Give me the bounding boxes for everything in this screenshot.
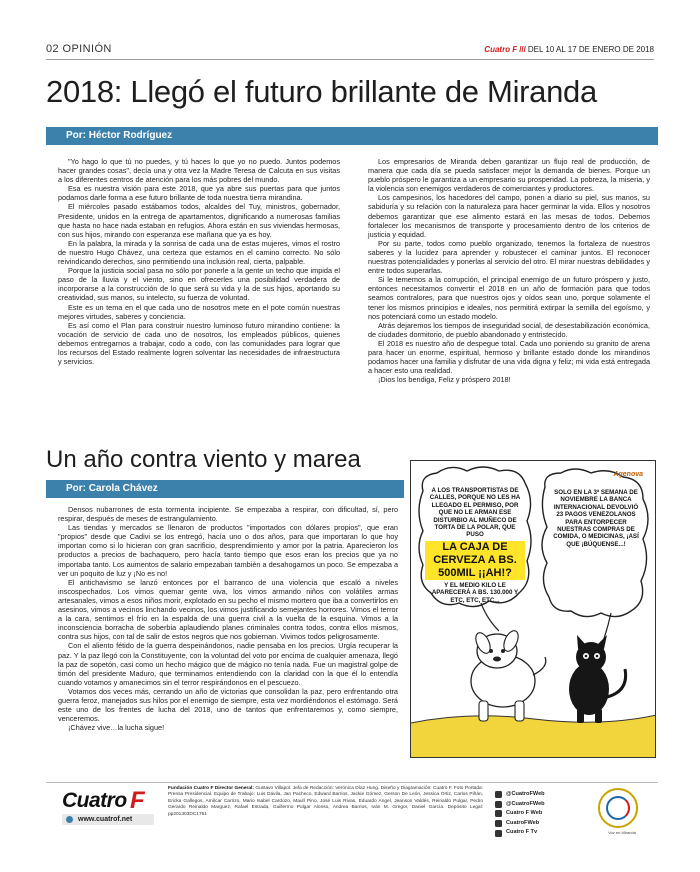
paragraph: Es así como el Plan para construir nuestro luminoso futuro mirandino contiene: la vocación de servicio de cada uno de nosotros, los empleados públicos, quienes debemos entregarnos a trabajar, codo a codo, con las comunidades para lograr que los recursos del Estado realmente logren solventar las necesidades de infraestructura y servicios. [58, 320, 340, 367]
social-links [495, 790, 585, 838]
left-bubble-ending: Y EL MEDIO KILO LE APARECERÁ A BS. 130.000 Y ETC, ETC, ETC... [431, 581, 519, 604]
paragraph: Porque la justicia social pasa no sólo por ponerle a la gente un techo que impida el paso de la lluvia y el viento, sino en ofrecerles una posibilidad verdadera de incorporarse a la construcción de lo que será su vida y la de sus hijos, aportando su creatividad, sus manos, su intelecto, su fuerza de voluntad. [58, 266, 340, 303]
cuatro-f-logo [62, 789, 154, 825]
social-youtube[interactable]: Cuatro F Tv [495, 828, 585, 838]
article1-title: 2018: Llegó el futuro brillante de Miranda [46, 74, 597, 109]
social-periscope[interactable]: CuatroFWeb [495, 819, 585, 829]
page-header [46, 42, 654, 60]
paragraph: Los campesinos, los hacedores del campo, ponen a diario su piel, sus manos, su sabiduría y su relación con la naturaleza para hacer germinar la vida. Ellos y nosotros debemos garantizar que ese alimento estará en las mesas de todos. Debemos fortalecer los mecanismos de transporte y procesamiento dentro de los criterios de justicia y equidad. [368, 193, 650, 239]
right-bubble-text: SOLO EN LA 3ª SEMANA DE NOVIEMBRE LA BANCA INTERNACIONAL DEVOLVIÓ 23 PAGOS VENEZOLANOS PARA ENTORPECER NUESTRAS COMPRAS DE COMIDA, O MEDICINAS, ¡ASÍ QUE ¡BÚQUENSE...! [553, 489, 639, 548]
twitter-icon [495, 801, 502, 808]
paragraph: El 2018 es nuestro año de despegue total. Cada uno poniendo su granito de arena para hacer un enorme, espiritual, hermoso y brillante estado donde los mirandinos podamos hacer una familia y disfrutar de una vida digna y feliz; mi vida está entregada a hacer esto una realidad. [368, 338, 650, 376]
paragraph: Este es un tema en el que cada uno de nosotros mete en el pote común nuestras mejores virtudes, saberes y conciencia. [58, 302, 340, 321]
paragraph: Votamos dos veces más, cerrando un año de victorias que consolidan la paz, pero enfrentando otra guerra feroz, manejados sus hilos por el enemigo de siempre, esta vez mordiéndonos el estómago. Será este uno de los frentes de lucha del 2018, uno de tantos que enfrentaremos y, como siempre, venceremos. [58, 686, 398, 724]
voz-logo-caption: Voz en Miranda [608, 830, 636, 835]
section-label: 02 OPINIÓN [46, 43, 112, 55]
issue-date: DEL 10 AL 17 DE ENERO DE 2018 [527, 45, 654, 54]
paragraph: "Yo hago lo que tú no puedes, y tú haces lo que yo no puedo. Juntos podemos hacer grandes cosas", decía una y otra vez la Madre Teresa de Calcuta en sus visitas a los diferentes centros de atención para los más pobres del mundo. [58, 157, 340, 185]
instagram-icon [495, 791, 502, 798]
paragraph: Por su parte, todos como pueblo organizado, tenemos la fortaleza de nuestros saberes y la lucidez para aprender y robustecer el caminar juntos. El reconocer nuestras potencialidades y ponerlas al servicio del otro. El mirar nuestras debilidades y entre todos superarlas. [368, 238, 650, 276]
paragraph: Si le tememos a la corrupción, el principal enemigo de un futuro próspero y justo, entonces necesitamos convertir el 2018 en un año de formación para que todos seamos contralores, para que nuestros ojos y oídos sean uno, porque solamente el tener los mismos principios e ideales, nos permitirá extirpar la semilla del egoísmo, y nos potenciará como un estado modelo. [368, 275, 650, 321]
periscope-icon [495, 820, 502, 827]
left-bubble-intro: A LOS TRANSPORTISTAS DE CALLES, PORQUE NO LES HA LLEGADO EL PERMISO, POR QUE NO LE ARMAN ESE DISTURBIO AL MUÑECO DE TORTA DE LA POLAR, QUE PUSO [429, 487, 521, 539]
left-bubble-text [425, 487, 525, 604]
issue-info [484, 45, 654, 54]
brand-mini-logo: Cuatro F [484, 45, 518, 54]
ground [411, 715, 656, 758]
social-twitter[interactable]: @CuatroFWeb [495, 800, 585, 810]
logo-word: Cuatro [62, 789, 127, 812]
paragraph: El antichavismo se lanzó entonces por el barranco de una violencia que escaló a niveles inscospechados. Los vimos quemar gente viva, los vimos armando niños con volátiles armas artesanales, vimos a esos niños morir, explotado en su pecho el mismo mortero que iba a convertirlos en asesinos, vimos a vecinos linchando vecinos, los vimos justificando semejantes horrores. Vimos el terror a la cara, sentimos el frío en la espalda de una guerra civil a la vuelta de la esquina. Vimos a la inconsciencia borracha de soberbia aplaudiendo planes criminales contra todos, contra ellos mismos, contra sus hijos, con tal de salir de estos negros que nos gobiernan. Vivimos todos peligrosamente. [58, 577, 398, 642]
paragraph: En la palabra, la mirada y la sonrisa de cada una de estas mujeres, vimos el rostro de nuestro Hugo Chávez, una certeza que estamos en el camino correcto. No sólo reivindicando derechos, sino permitiendo una inclusión real, cierta, palpable. [58, 238, 340, 267]
credits-label: Fundación Cuatro F Director General: [168, 786, 254, 791]
footer-divider [46, 782, 658, 783]
facebook-icon [495, 810, 502, 817]
separator-slashes: /// [519, 45, 526, 54]
paragraph: Esa es nuestra visión para este 2018, que ya abre sus puertas para que juntos podamos darle forma a ese futuro brillante de toda nuestra tierra mirandina. [58, 184, 340, 203]
paragraph: Los empresarios de Miranda deben garantizar un flujo real de producción, de manera que cada día se pueda satisfacer mejor la demanda de bienes. Porque un pueblo próspero le garantiza a un empresario su prosperidad. La pobreza, la miseria, y la violencia son enemigos verdaderos de comerciantes y productores. [368, 157, 650, 194]
article2-body [58, 505, 398, 732]
paragraph: ¡Chávez vive…la lucha sigue! [68, 723, 165, 733]
article1-column-1 [58, 157, 340, 366]
white-dog-character [471, 628, 546, 721]
voz-en-miranda-logo [598, 788, 638, 828]
paragraph: Las tiendas y mercados se llenaron de productos "importados con dólares propios", que eran "propios" desde que Cadivi se los entregó, hacía uno o dos años, para que importaran lo que hoy importan como si lo hicieran con gran sacrificio, desprendimiento y amor por la patria. Aparecieron los productos a precios de bachaquero, pero hacía tanto tiempo que esos eran los precios que ya no importaba tanto. Los aumentos de salario empezaban también a desahogarnos un poco. Se empezaba a ver un poquito de luz y ¡No es no! [58, 523, 398, 578]
social-instagram[interactable]: @CuatroFWeb [495, 790, 585, 800]
article2-byline: Por: Carola Chávez [46, 480, 404, 498]
masthead-credits [168, 786, 483, 818]
article1-column-2 [368, 157, 650, 384]
left-bubble-emphasis: LA CAJA DE CERVEZA A BS. 500MIL ¡¡AH!? [425, 541, 525, 580]
social-facebook[interactable]: Cuatro F Web [495, 809, 585, 819]
paragraph: Con el aliento fétido de la guerra despeinándonos, nadie pensaba en los precios. Urgía recuperar la paz. Y la paz llegó con la Constituyente, con la voluntad del voto por encima de cualquier amenaza, llegó la paz de sopetón, casi como un hecho mágico que de mágico no tenía nada. Fue un magistral golpe de timón del presidente Maduro, que terminamos entendiendo con la claridad con la que él lo entendía cuando votamos y amanecimos sin el terror respirándonos en el pescuezo. [58, 641, 398, 687]
paragraph: ¡Dios los bendiga, Feliz y próspero 2018! [378, 375, 511, 385]
cartoonist-signature: Agenova [613, 471, 643, 478]
youtube-icon [495, 830, 502, 837]
article2-title: Un año contra viento y marea [46, 446, 361, 473]
logo-mark: F [130, 787, 145, 814]
article1-byline: Por: Héctor Rodríguez [46, 127, 658, 145]
paragraph: El miércoles pasado estábamos todos, alcaldes del Tuy, ministros, gobernador, Presidente, unidos en la entrega de apartamentos, dignificando a numerosas familias que hasta no hace nada estaban en refugios. Ahora están en sus viviendas hermosas, con sus hijos, mirando con esperanza ese mañana que ya es hoy. [58, 202, 340, 239]
paragraph: Densos nubarrones de esta tormenta incipiente. Se empezaba a respirar, con dificultad, sí, pero respirar, después de meses de estrangulamiento. [58, 505, 398, 524]
website-link[interactable]: www.cuatrof.net [62, 814, 154, 825]
paragraph: Atrás dejaremos los tiempos de inseguridad social, de desestabilización económica, de ciudades dormitorio, de pueblo abandonado y entristecido. [368, 320, 650, 339]
black-cat-character [569, 635, 626, 723]
credits-text: Gustavo Villapol. Jefa de Redacción: Verónica Díaz Hung. Diseño y Diagramación: Cuatro F. Foto Portada: Prensa Presidencial. Equipo de Trabajo: Luis Dávila, Jan Pacheco, Edward Barrios, Jackie Gómez, Gerson De León, Jessica Ortiz, Carlos Piñán, Ericka Gallegos, Amílcar Carrizo, Mario Isabel Cardozo, Maulí Pino, José Luis Rivas, Eduardo Angel, Jeanson Valdés, Reinaldo Pulgar, Pedro Gerardo Reinaldo Marguez, Rafael Estrada, Guillermo Pulgar Alonso, Andrea Barrios, Iván M. Gregor, Daniel García. Depósito Legal: pp201403DC1761 [168, 786, 483, 817]
editorial-cartoon [410, 460, 656, 758]
